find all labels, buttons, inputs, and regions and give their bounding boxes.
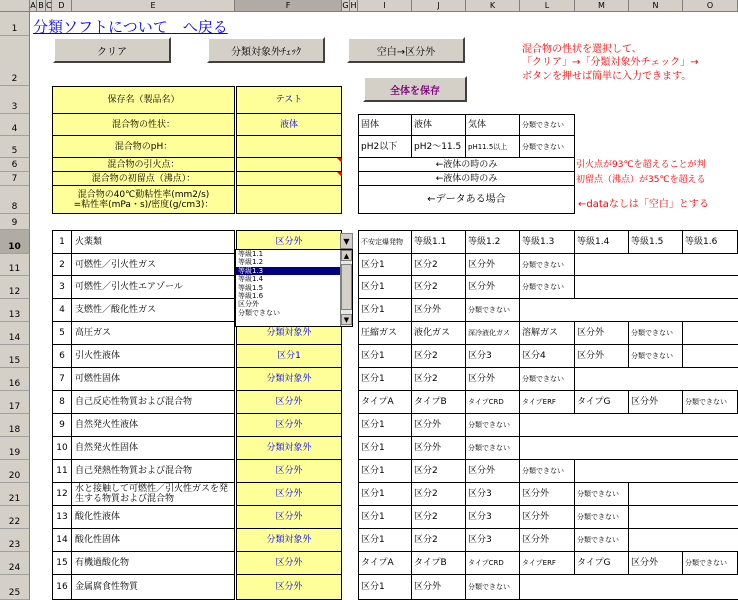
select-all-corner[interactable] [0,0,30,12]
hazard-number: 12 [52,483,72,506]
column-header-I[interactable]: I [358,0,412,12]
hazard-option [683,345,738,368]
hazard-option [575,460,629,483]
row-header-16[interactable]: 16 [0,368,30,391]
row-header-25[interactable]: 25 [0,575,30,600]
flash-liquid-only: ←液体の時のみ [358,158,575,172]
dropdown-option[interactable]: 等級1.2 [238,258,264,267]
hazard-option: タイプG [575,391,629,414]
hazard-option [629,437,683,460]
hazard-classification-value[interactable]: 区分外 [236,414,342,437]
boil-liquid-only: ←液体の時のみ [358,172,575,186]
column-header-N[interactable]: N [629,0,683,12]
hazard-option: 区分外 [466,276,520,299]
hazard-classification-value[interactable]: 区分外 [236,460,342,483]
hazard-option: 区分外 [520,529,575,552]
hazard-option [683,506,738,529]
hazard-option: 区分3 [466,506,520,529]
dropdown-option[interactable]: 等級1.6 [238,291,264,300]
hazard-option: タイプERF [520,391,575,414]
column-header-A[interactable]: A [30,1,36,10]
dropdown-option[interactable]: 等級1.3 [236,267,340,275]
hazard-number: 1 [52,230,72,254]
column-header-J[interactable]: J [412,0,466,12]
hazard-classification-value[interactable]: 区分外 [236,483,342,506]
hazard-number: 6 [52,345,72,368]
hazard-option [683,254,738,276]
column-header-C[interactable]: C [46,1,52,10]
hazard-name: 可燃性／引火性エアゾール [72,276,235,299]
hazard-option: 区分2 [412,483,466,506]
row-header-3[interactable]: 3 [0,86,30,114]
column-header-M[interactable]: M [575,0,629,12]
hazard-option [629,368,683,391]
hazard-option [629,506,683,529]
hazard-option: 区分外 [466,460,520,483]
state-gas: 気体 [466,114,520,136]
hazard-classification-value[interactable]: 分類対象外 [236,322,342,345]
hazard-option [575,254,629,276]
hazard-classification-value[interactable]: 分類対象外 [236,368,342,391]
hazard-classification-value[interactable]: 区分外 [236,230,342,254]
boiling-point-value[interactable] [236,172,342,186]
hazard-option: 分類できない [575,483,629,506]
hazard-option: 等級1.2 [466,230,520,254]
hazard-name: 金属腐食性物質 [72,575,235,600]
hazard-option: 区分外 [629,552,683,575]
ph-mid: pH2～11.5 [412,136,466,158]
hazard-number: 16 [52,575,72,600]
row-header-12[interactable]: 12 [0,276,30,299]
hazard-classification-value[interactable]: 区分外 [236,575,342,600]
hazard-option: 区分1 [358,254,412,276]
hazard-classification-value[interactable]: 区分外 [236,552,342,575]
row-header-22[interactable]: 22 [0,506,30,529]
hazard-option: 区分1 [358,345,412,368]
viscosity-label-line-1: 混合物の40℃動粘性率(mm2/s) [77,189,210,200]
hazard-option: 区分2 [412,368,466,391]
row-header-1[interactable]: 1 [0,12,30,36]
hazard-number: 15 [52,552,72,575]
hazard-option: 区分3 [466,529,520,552]
hazard-option [575,575,629,600]
hazard-option: 区分外 [412,299,466,322]
row-header-11[interactable]: 11 [0,254,30,276]
hazard-name: 支燃性／酸化性ガス [72,299,235,322]
state-label: 混合物の性状： [52,114,235,136]
hazard-option: 分類できない [629,322,683,345]
hazard-option: 分類できない [575,506,629,529]
hazard-option [520,299,575,322]
hazard-option: 等級1.1 [412,230,466,254]
hazard-option [629,276,683,299]
hazard-option: 分類できない [520,276,575,299]
hazard-option: 区分外 [520,483,575,506]
hazard-option: 分類できない [520,460,575,483]
dropdown-option[interactable]: 等級1.1 [238,250,264,258]
hazard-option: 等級1.6 [683,230,738,254]
hazard-option [629,529,683,552]
hazard-option: 区分1 [358,460,412,483]
hazard-number: 2 [52,254,72,276]
scroll-down-icon[interactable]: ▼ [341,314,352,325]
hazard-option: 区分外 [466,254,520,276]
hazard-option [683,437,738,460]
state-value[interactable]: 液体 [236,114,342,136]
hazard-option [575,414,629,437]
hazard-option [683,483,738,506]
row-header-13[interactable]: 13 [0,299,30,322]
hazard-classification-value[interactable]: 区分外 [236,391,342,414]
hazard-number: 4 [52,299,72,322]
hazard-option [629,299,683,322]
dropdown-option[interactable]: 区分外 [238,300,259,309]
hazard-option: 区分3 [466,483,520,506]
hazard-option [629,254,683,276]
instruction-line-1: 混合物の性状を選択して、 [522,44,642,55]
hazard-option: 液化ガス [412,322,466,345]
boiling-point-note: 初留点（沸点）が35℃を超える [576,175,706,185]
instruction-line-3: ボタンを押せば簡単に入力できます。 [522,71,692,82]
hazard-option: 分類できない [466,299,520,322]
hazard-option [683,322,738,345]
dropdown-scrollbar[interactable] [340,250,352,326]
hazard-option: 区分外 [466,368,520,391]
hazard-classification-value[interactable]: 区分外 [236,506,342,529]
hazard-name: 自然発火性液体 [72,414,235,437]
hazard-option [683,299,738,322]
hazard-option: 区分1 [358,299,412,322]
hazard-number: 10 [52,437,72,460]
hazard-option: 分類できない [683,391,738,414]
hazard-option: 等級1.3 [520,230,575,254]
hazard-name: 可燃性固体 [72,368,235,391]
state-solid: 固体 [358,114,412,136]
hazard-option: 区分外 [412,575,466,600]
column-header-F[interactable]: F [235,0,342,12]
hazard-name: 水と接触して可燃性／引火性ガスを発生する物質および混合物 [72,483,235,506]
scroll-up-icon[interactable]: ▲ [341,250,352,261]
hazard-option: 区分1 [358,368,412,391]
hazard-option: 溶解ガス [520,322,575,345]
hazard-number: 14 [52,529,72,552]
hazard-option: 区分1 [358,529,412,552]
product-name-value[interactable]: テスト [236,86,342,114]
hazard-option [575,368,629,391]
ph-na: 分類できない [520,136,575,158]
hazard-option [683,368,738,391]
hazard-option: 区分1 [358,483,412,506]
blank-to-not-classified-button[interactable]: 空白→区分外 [347,37,465,63]
hazard-number: 9 [52,414,72,437]
hazard-option: タイプERF [520,552,575,575]
column-header-D[interactable]: D [52,0,72,12]
hazard-name: 可燃性／引火性ガス [72,254,235,276]
hazard-number: 7 [52,368,72,391]
column-header-O[interactable]: O [683,0,738,12]
hazard-name: 自己発熱性物質および混合物 [72,460,235,483]
hazard-option [629,483,683,506]
hazard-classification-value[interactable]: 分類対象外 [236,437,342,460]
hazard-name: 火薬類 [72,230,235,254]
hazard-option: タイプB [412,552,466,575]
scroll-thumb[interactable] [341,264,352,310]
column-header-G[interactable]: G [342,1,349,10]
clear-button[interactable]: クリア [53,37,171,63]
hazard-option: 区分外 [575,345,629,368]
hazard-option [520,575,575,600]
hazard-option: 分類できない [466,414,520,437]
hazard-option: 深冷液化ガス [466,322,520,345]
hazard-number: 13 [52,506,72,529]
dropdown-option[interactable]: 等級1.4 [238,275,264,284]
hazard-name: 有機過酸化物 [72,552,235,575]
row-header-18[interactable]: 18 [0,414,30,437]
hazard-option [575,276,629,299]
hazard-option: 区分1 [358,276,412,299]
hazard-option [683,575,738,600]
hazard-option: 分類できない [520,254,575,276]
column-header-K[interactable]: K [466,0,520,12]
back-link[interactable]: 分類ソフトについて へ戻る [33,18,228,36]
column-header-H[interactable]: H [350,1,357,10]
ph-value[interactable] [236,136,342,158]
hazard-name: 酸化性液体 [72,506,235,529]
hazard-option: タイプB [412,391,466,414]
hazard-name: 高圧ガス [72,322,235,345]
hazard-option: 区分外 [575,322,629,345]
hazard-option: タイプA [358,552,412,575]
hazard-option [520,437,575,460]
dropdown-option[interactable]: 分類できない [238,308,280,317]
column-header-B[interactable]: B [37,0,46,12]
hazard-option: 区分外 [520,506,575,529]
row-header-15[interactable]: 15 [0,345,30,368]
viscosity-label-line-2: =粘性率(mPa・s)/密度(g/cm3)： [73,199,214,210]
hazard-option [683,276,738,299]
state-na: 分類できない [520,114,575,136]
hazard-option: 分類できない [520,368,575,391]
hazard-option [683,414,738,437]
ph-high: pH11.5以上 [466,136,520,158]
hazard-option: 等級1.4 [575,230,629,254]
row-header-24[interactable]: 24 [0,552,30,575]
hazard-number: 8 [52,391,72,414]
hazard-option: 区分2 [412,345,466,368]
no-data-note: ←dataなしは「空白」とする [578,199,709,210]
row-header-23[interactable]: 23 [0,529,30,552]
hazard-option [575,299,629,322]
hazard-option: 区分外 [629,391,683,414]
product-name-label: 保存名（製品名） [52,86,235,114]
hazard-option [629,460,683,483]
row-header-19[interactable]: 19 [0,437,30,460]
comment-indicator [337,172,342,177]
row-header-21[interactable]: 21 [0,483,30,506]
comment-indicator [337,158,342,163]
ph-low: pH2以下 [358,136,412,158]
hazard-option [683,460,738,483]
ph-label: 混合物のpH： [52,136,235,158]
row-header-5[interactable]: 5 [0,136,30,158]
hazard-option: 等級1.5 [629,230,683,254]
viscosity-label [52,186,235,214]
save-all-button[interactable]: 全体を保存 [363,76,467,102]
row-header-10[interactable]: 10 [0,230,30,254]
hazard-name: 引火性液体 [72,345,235,368]
dropdown-arrow-icon[interactable]: ▼ [340,233,353,249]
hazard-option: 区分4 [520,345,575,368]
hazard-number: 11 [52,460,72,483]
dropdown-option[interactable]: 等級1.5 [238,283,264,292]
flash-point-value[interactable] [236,158,342,172]
hazard-option [575,437,629,460]
row-header-4[interactable]: 4 [0,114,30,136]
hazard-option: 区分1 [358,414,412,437]
column-header-L[interactable]: L [520,0,575,12]
classification-dropdown-list[interactable] [235,249,353,327]
hazard-option [629,414,683,437]
row-header-8[interactable]: 8 [0,186,30,214]
hazard-option: 区分2 [412,460,466,483]
hazard-option: 区分1 [358,575,412,600]
hazard-option: 区分1 [358,506,412,529]
hazard-number: 3 [52,276,72,299]
state-liquid: 液体 [412,114,466,136]
hazard-option: 区分2 [412,254,466,276]
row-header-20[interactable]: 20 [0,460,30,483]
hazard-name: 酸化性固体 [72,529,235,552]
hazard-number: 5 [52,322,72,345]
hazard-option: 区分外 [412,437,466,460]
viscosity-data-only: ←データある場合 [358,186,575,214]
instruction-line-2: 「クリア」→「分類対象外チェック」→ [522,57,699,68]
hazard-option: 区分外 [412,414,466,437]
hazard-option: 不安定爆発物 [358,230,412,254]
hazard-option [520,414,575,437]
hazard-option: 区分1 [358,437,412,460]
boiling-point-label: 混合物の初留点（沸点）： [52,172,235,186]
out-of-scope-check-button[interactable]: 分類対象外ﾁｪｯｸ [207,37,325,63]
column-header-E[interactable]: E [72,0,235,12]
row-header-9[interactable]: 9 [0,214,30,230]
hazard-option: 圧縮ガス [358,322,412,345]
row-header-14[interactable]: 14 [0,322,30,345]
row-header-7[interactable]: 7 [0,172,30,186]
row-header-17[interactable]: 17 [0,391,30,414]
flash-point-label: 混合物の引火点： [52,158,235,172]
hazard-option: 分類できない [629,345,683,368]
dropdown-items [236,250,352,317]
hazard-option: 分類できない [683,552,738,575]
hazard-name: 自然発火性固体 [72,437,235,460]
hazard-name: 自己反応性物質および混合物 [72,391,235,414]
hazard-option [683,529,738,552]
hazard-option: 分類できない [466,575,520,600]
hazard-option: 区分2 [412,529,466,552]
hazard-option [629,575,683,600]
flash-point-note: 引火点が93℃を超えることが判 [576,160,706,170]
hazard-option: 区分2 [412,506,466,529]
row-header-6[interactable]: 6 [0,158,30,172]
hazard-option: タイプCRD [466,552,520,575]
hazard-option: タイプG [575,552,629,575]
viscosity-value[interactable] [236,186,342,214]
hazard-option: 区分2 [412,276,466,299]
hazard-option: タイプA [358,391,412,414]
hazard-option: 区分3 [466,345,520,368]
row-header-2[interactable]: 2 [0,36,30,86]
hazard-option: タイプCRD [466,391,520,414]
hazard-classification-value[interactable]: 分類対象外 [236,529,342,552]
hazard-classification-value[interactable]: 区分1 [236,345,342,368]
hazard-option: 分類できない [575,529,629,552]
hazard-option: 分類できない [466,437,520,460]
